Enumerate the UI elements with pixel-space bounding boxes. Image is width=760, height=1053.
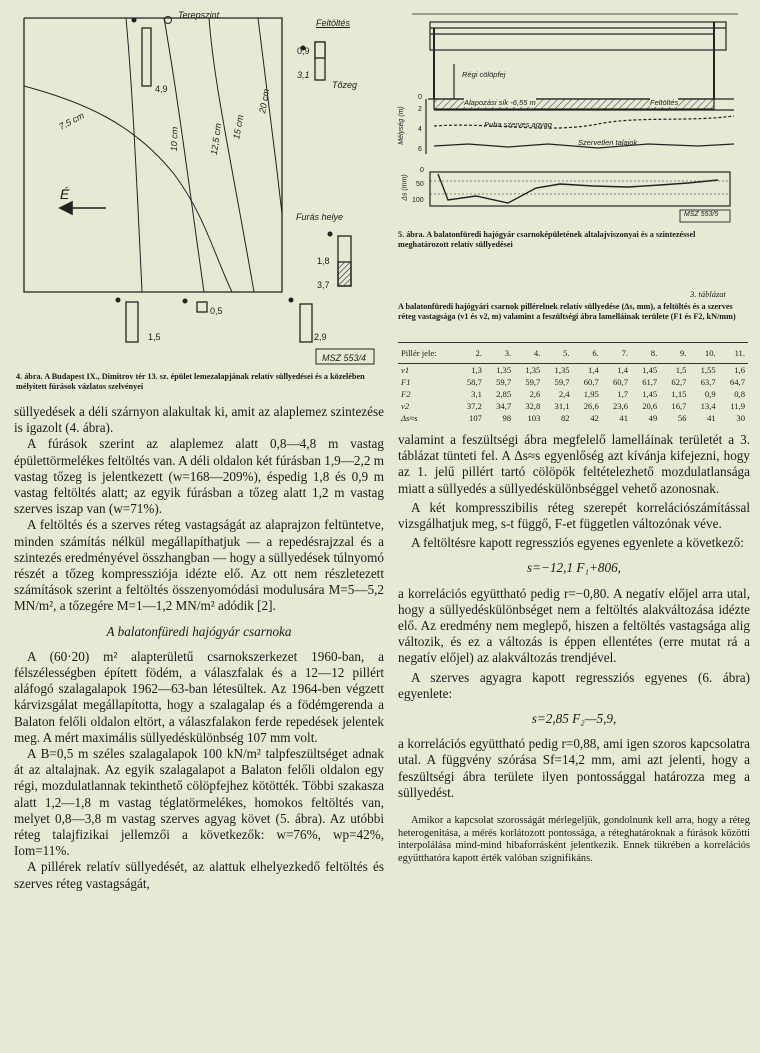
paragraph-r4: a korrelációs együttható pedig r=−0,80. A negatív előjel arra utal, hogy a süllyedéskülönbséget nem a feltöltés alakváltozása idézte elő. Az eredmény nem meglepő, hiszen a feltöltés vastagsága alig változik, és ez a változás is éppen ellentétes (erre mutat rá a negatív előjel) az alakváltozás trendjével.	[398, 585, 750, 666]
figure-4	[14, 4, 386, 366]
table-header-cell: 9.	[660, 343, 689, 364]
table-3	[398, 342, 748, 424]
paragraph-l4: A (60·20) m² alapterületű csarnokszerkezet 1960-ban, a félszélességben épített födém, a válaszfalak és a 12—12 pillért aláfogó szalagalapok 1962—63-ban létesültek. Az 1964-ben végzett kárvizsgálat megállapította, hogy a szalagalap és a födémgerenda a Balaton felőli oldalon eltört, a válaszfalakon ferde repedések jelentek meg. A mért maximális süllyedéskülönbség 107 mm volt.	[14, 648, 384, 745]
table-cell: 31,1	[554, 401, 570, 411]
table-3-label: 3. táblázat	[690, 289, 726, 299]
furas-helye-label: Furás helye	[296, 212, 344, 222]
table-cell: 1,7	[617, 389, 629, 399]
paragraph-r2: A két kompresszibilis réteg szerepét korrelációszámítással vizsgálhatjuk meg, s-t függő, F-et független változónak véve.	[398, 499, 750, 532]
table-cell: 16,7	[671, 401, 687, 411]
table-cell: F2	[401, 389, 411, 399]
figure-5-caption: 5. ábra. A balatonfüredi hajógyár csarnoképületének altalajviszonyai és a szintezéssel meghatározott relatív süllyedései	[398, 230, 696, 249]
table-cell: v2	[401, 401, 410, 411]
isoline-label-15: 15 cm	[231, 114, 246, 140]
table-cell: 62,7	[671, 377, 687, 387]
ds-axis-label: Δs (mm)	[401, 174, 409, 201]
terepszint-label: Terepszint	[178, 10, 220, 20]
paragraph-l6: A pillérek relatív süllyedését, az alattuk elhelyezkedő feltöltés és szerves réteg vastagságát,	[14, 859, 384, 891]
tick-top-4: 4	[418, 126, 422, 133]
table-cell: 1,3	[471, 365, 482, 375]
tick-bot-0: 0	[420, 167, 424, 174]
tick-top-0: 0	[418, 94, 422, 101]
table-cell: 11,9	[730, 401, 745, 411]
table-cell: 34,7	[496, 401, 512, 411]
table-cell: 20,6	[642, 401, 658, 411]
table-cell: 23,6	[612, 401, 629, 411]
table-cell: 1,45	[642, 365, 658, 375]
table-cell: 2,6	[529, 389, 541, 399]
table-cell: 1,35	[525, 365, 541, 375]
table-cell: 26,6	[583, 401, 599, 411]
paragraph-l1: süllyedések a déli szárnyon alakultak ki, amit az alaplemez szintezése is igazolt (4. ábra).	[14, 404, 384, 436]
table-cell: 2,85	[496, 389, 512, 399]
table-cell: 60,7	[612, 377, 629, 387]
isoline-label-20: 20 cm	[257, 88, 272, 114]
mélyseg-axis-label: Mélység (m)	[397, 106, 405, 145]
stamp-4: MSZ 553/4	[322, 353, 367, 363]
table-cell: 30	[736, 413, 745, 423]
paragraph-r3: A feltöltésre kapott regressziós egyenes egyenlete a következő:	[411, 535, 744, 551]
section-heading: A balatonfüredi hajógyár csarnoka	[106, 623, 292, 639]
isoline-label-10: 10 cm	[168, 126, 180, 152]
stamp-5: MSZ 553/5	[684, 211, 719, 218]
equation-1: s=−12,1 F₁+806,	[527, 560, 621, 576]
table-cell: 1,15	[671, 389, 687, 399]
table-header-cell: 5.	[543, 343, 572, 364]
figure-5	[398, 4, 750, 224]
table-cell: 64,7	[729, 377, 745, 387]
paragraph-l2: A fúrások szerint az alaplemez alatt 0,8—4,8 m vastag épülettörmelékes feltöltés van. A déli oldalon két fúrásban 1,9—2,2 m vastag tőzeg is jelentkezett (w=168—209%), éspedig 1,8 és 0,9 m vastag feltöltés alatt; az egyik fúrásban a tőzeg alatt 1,2 m vastag szerves iszap van (w=71%).	[14, 436, 384, 517]
table-cell: 2,4	[558, 389, 570, 399]
paragraph-l3: A feltöltés és a szerves réteg vastagságát az alaprajzon feltüntetve, minden számítás nélkül megállapíthatjuk — a repedésrajzzal és a szintezés eredményével összhangban — hogy a süllyedések túlnyomó részét a tőzeg kompressziója idézte elő. Az ott nem részletezett számítások szerint a feltöltés összenyomódási modulusára M=5—5,2 MN/m², a tőzegére M=1—1,2 MN/m² adódik [2].	[14, 517, 384, 614]
table-cell: 59,7	[496, 377, 512, 387]
paragraph-r7: Amikor a kapcsolat szorosságát mérlegeljük, gondolnunk kell arra, hogy a réteg heterogenitása, a mérés korlátozott pontossága, a réteghatároknak a fúrások közötti interpolálása mind-mind hibaforrásként jelentkezik. Ennek tükrében a korrelációs együtthatóra kapott érték valóban szignifikáns.	[398, 815, 750, 864]
table-cell: 98	[502, 413, 512, 423]
table-cell: 60,7	[583, 377, 599, 387]
table-cell: 1,55	[700, 365, 716, 375]
table-row	[398, 400, 748, 412]
table-cell: 82	[560, 413, 570, 423]
alapozasi-sik-label: Alapozási sík -6,55 m	[464, 98, 536, 107]
table-cell: 1,35	[496, 365, 512, 375]
paragraph-r5: A szerves agyagra kapott regressziós egyenes (6. ábra) egyenlete:	[398, 669, 750, 701]
table-cell: 3,1	[471, 389, 482, 399]
north-label: É	[60, 186, 70, 202]
tick-bot-100: 100	[412, 197, 424, 204]
table-cell: v1	[401, 365, 410, 375]
table-cell: 1,4	[617, 365, 629, 375]
left-column	[14, 404, 384, 892]
depth-label-29: 2,9	[314, 332, 327, 342]
table-header-cell: Pillér jele:	[398, 343, 456, 364]
table-cell: 63,7	[700, 377, 716, 387]
table-cell: 103	[527, 413, 541, 423]
figure-4-drawing	[14, 4, 386, 366]
depth-label-09: 0,9	[297, 46, 310, 56]
tick-top-2: 2	[418, 106, 422, 113]
depth-label-49: 4,9	[155, 84, 168, 94]
table-header-cell: 2.	[456, 343, 485, 364]
paragraph-r1: valamint a feszültségi ábra megfelelő lamelláinak területét a 3. táblázat tünteti fel. A Δs≈s egyenlőség azt kívánja kifejezni, hogy az 1. jelű pillért tartó cölöpök feltételezhető mozdulatlansága miatt a süllyedés a süllyedéskülönbséggel vehető azonosnak.	[398, 432, 750, 496]
isoline-label-125: 12,5 cm	[208, 122, 224, 156]
table-header-cell: 4.	[514, 343, 543, 364]
szervetlen-label: Szervetlen talajok	[578, 138, 638, 147]
table-header-cell: 7.	[602, 343, 631, 364]
paragraph-r6: a korrelációs együttható pedig r=0,88, ami igen szoros kapcsolatra utal. A függvény szórása Sf=14,2 mm, ami azt jelenti, hogy a feszültségi ábra területe ilyen pontossággal határozza meg a süllyedést.	[398, 736, 750, 800]
table-cell: 1,35	[554, 365, 570, 375]
depth-label-37: 3,7	[317, 280, 330, 290]
table-cell: 49	[648, 413, 658, 423]
table-cell: 1,45	[642, 389, 658, 399]
table-3-grid	[398, 342, 748, 424]
table-cell: 13,4	[700, 401, 716, 411]
table-cell: 1,6	[734, 365, 745, 375]
tick-top-6: 6	[418, 146, 422, 153]
table-cell: 58,7	[466, 377, 482, 387]
table-cell: 37,2	[466, 401, 482, 411]
table-row	[398, 412, 748, 424]
table-cell: 42	[590, 413, 599, 423]
regi-colopfej-label: Régi cölöpfej	[462, 70, 506, 79]
depth-label-18: 1,8	[317, 256, 330, 266]
isoline-label-75: 7,5 cm	[57, 110, 86, 132]
table-cell: 41	[619, 413, 629, 423]
table-header-cell: 8.	[631, 343, 660, 364]
depth-label-31: 3,1	[297, 70, 310, 80]
table-row	[398, 364, 748, 377]
feltoltes-label: Feltöltés	[316, 18, 351, 28]
table-cell: 107	[469, 413, 482, 423]
table-cell: 59,7	[554, 377, 570, 387]
table-cell: 1,5	[675, 365, 687, 375]
depth-label-15: 1,5	[148, 332, 161, 342]
table-header-cell: 10.	[689, 343, 718, 364]
table-cell: 41	[707, 413, 716, 423]
table-row	[398, 388, 748, 400]
table-cell: F1	[401, 377, 411, 387]
table-cell: 0,9	[704, 389, 716, 399]
table-cell: 32,8	[525, 401, 541, 411]
table-cell: 1,4	[588, 365, 599, 375]
table-cell: 59,7	[525, 377, 541, 387]
table-3-title: A balatonfüredi hajógyári csarnok pillérelnek relatív süllyedése (Δs, mm), a feltöltés és a szerves réteg vastagsága (v1 és v2, m) valamint a feszültségi ábra lamelláinak területe (F1 és F2, kN/mm)	[398, 302, 736, 321]
tick-bot-50: 50	[416, 181, 424, 188]
table-cell: 56	[677, 413, 687, 423]
table-header-row	[398, 343, 748, 364]
table-cell: 0,8	[734, 389, 745, 399]
paragraph-l5: A B=0,5 m széles szalagalapok 100 kN/m² talpfeszültséget adnak át az altalajnak. Az egyik szalagalapot a Balaton felőli oldalon egy régi, mozdulatlannak tekinthető cölöpfejhez kötötték. Többi szakasza alatt 1,2—1,8 m vastag téglatörmelékes, homokos feltöltés van, melyet 0,8—3,8 m vastag szerves agyag követ (5. ábra). Az utóbbi réteg talajfizikai jellemzői a következők: w=76%, wp=42%, Iom=11%.	[14, 746, 384, 859]
figure-4-caption: 4. ábra. A Budapest IX., Dimitrov tér 13. sz. épület lemezalapjának relatív süllyedései és a közelében mélyített fúrások vázlatos szelvényei	[16, 372, 365, 391]
tozeg-label: Tőzeg	[332, 80, 358, 90]
right-column	[398, 432, 750, 865]
table-row	[398, 376, 748, 388]
table-cell: 61,7	[642, 377, 658, 387]
puha-label: Puha szerves agyag	[484, 120, 552, 129]
table-header-cell: 6.	[573, 343, 602, 364]
depth-label-05: 0,5	[210, 306, 223, 316]
table-cell: 1,95	[583, 389, 599, 399]
table-cell: Δs≈s	[401, 413, 418, 423]
figure-5-drawing	[398, 4, 750, 224]
table-header-cell: 11.	[719, 343, 748, 364]
equation-2: s=2,85 F₂—5,9,	[531, 711, 617, 727]
table-header-cell: 3.	[485, 343, 514, 364]
feltoltes5-label: Feltöltés	[650, 98, 679, 107]
